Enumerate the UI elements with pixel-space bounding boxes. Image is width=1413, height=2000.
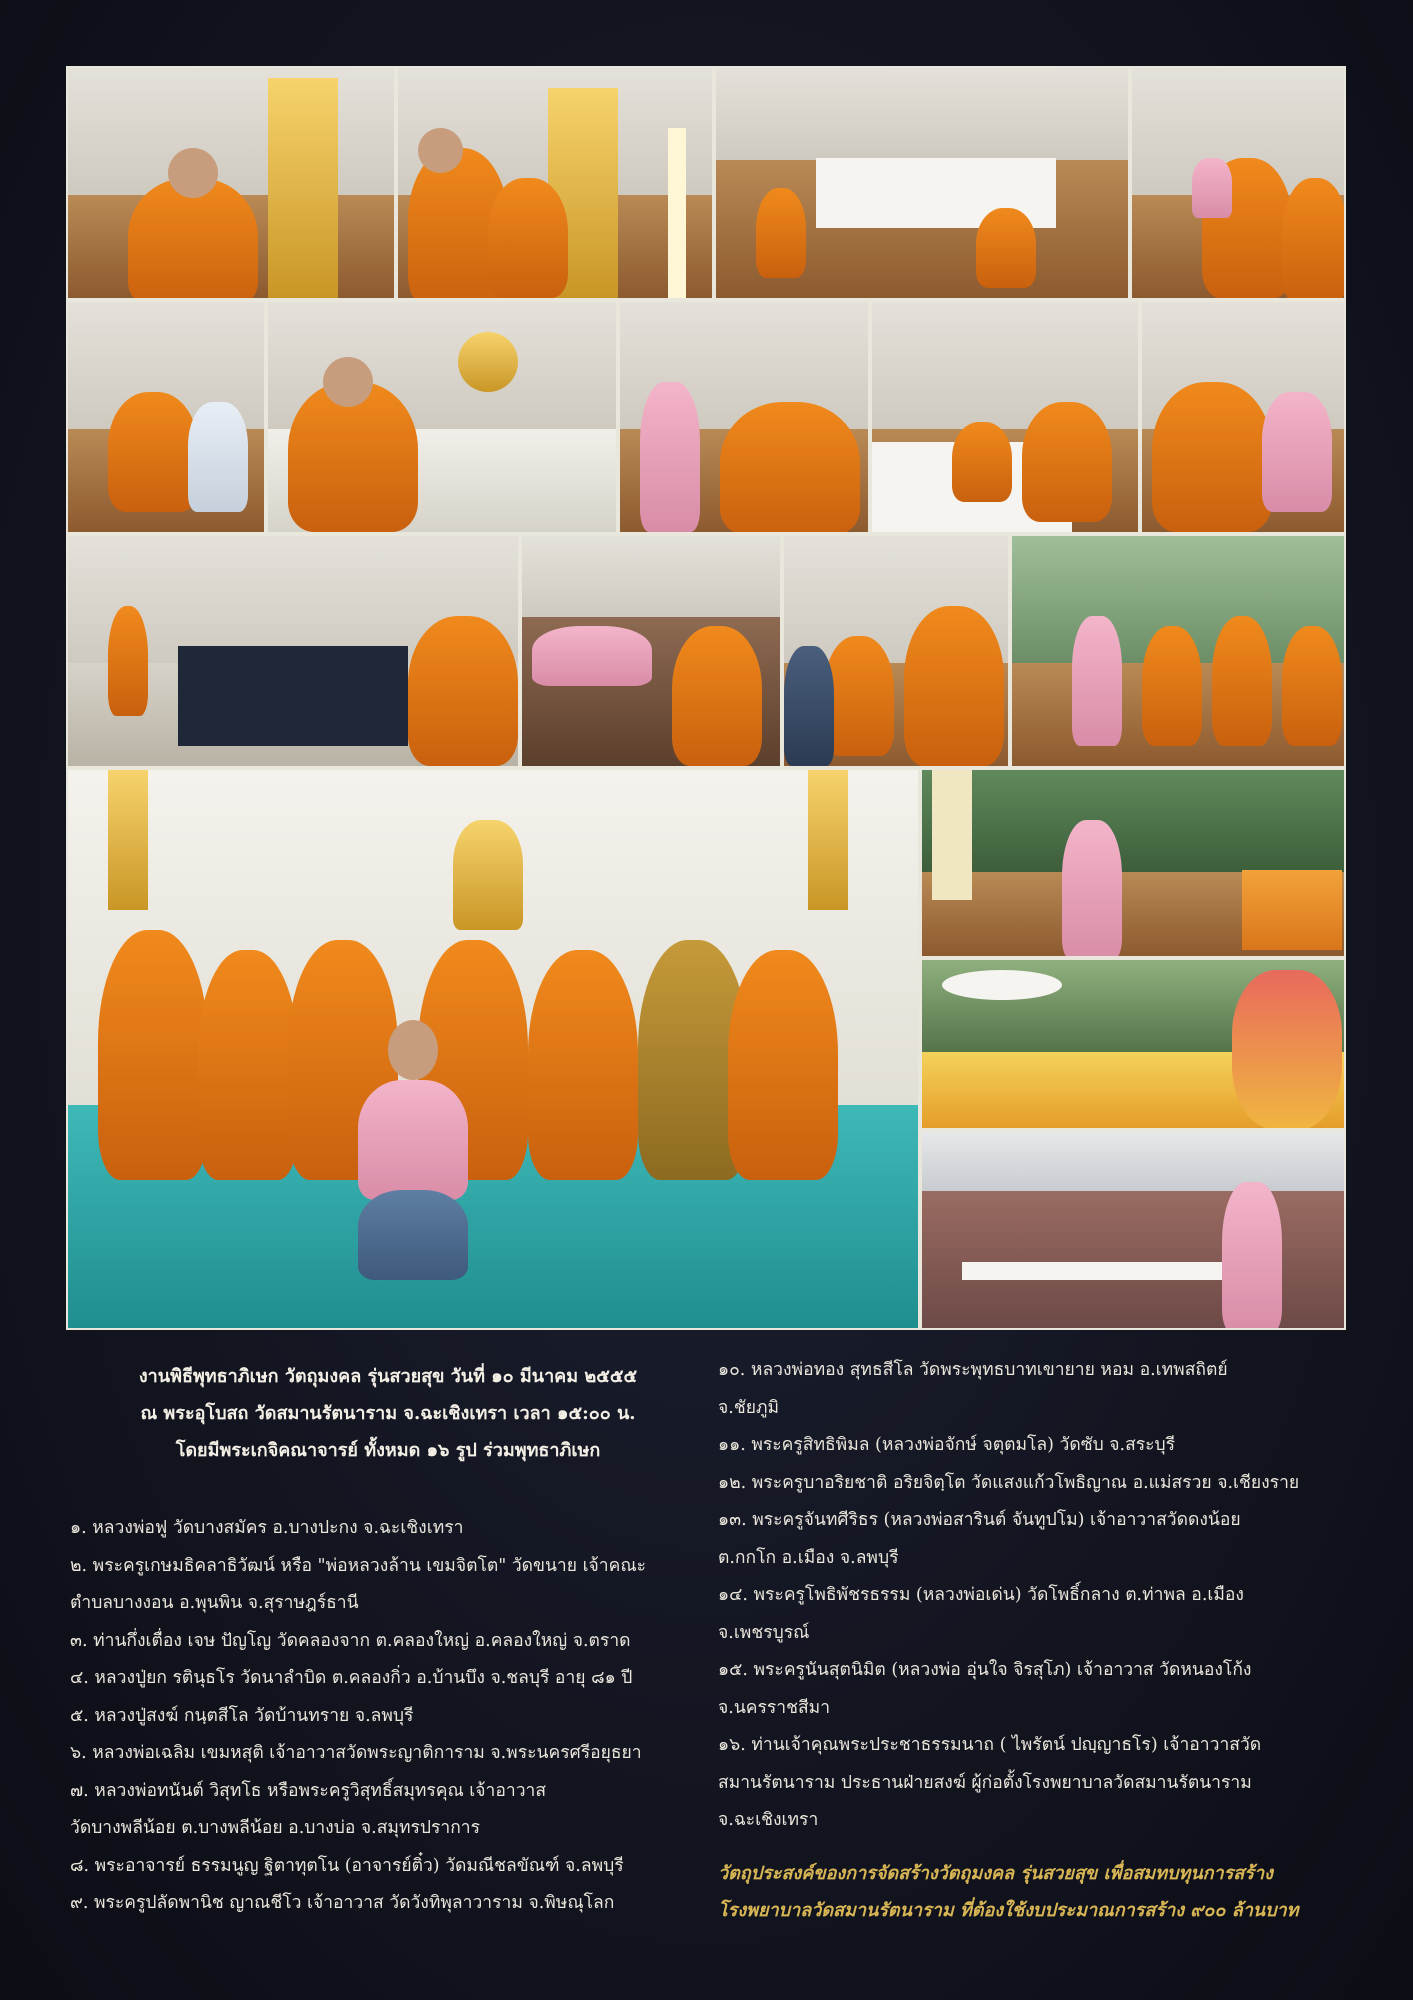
monk-list-left	[70, 1510, 702, 1923]
photo-amulet-display	[66, 534, 520, 768]
purpose-line-1: วัตถุประสงค์ของการจัดสร้างวัตถุมงคล รุ่นสวยสุข เพื่อสมทบทุนการสร้าง	[718, 1863, 1273, 1884]
photo-monks-seated-row	[1010, 534, 1346, 768]
list-item: ๖. หลวงพ่อเฉลิม เขมหสุติ เจ้าอาวาสวัดพระญาติการาม จ.พระนครศรีอยุธยา	[70, 1743, 642, 1763]
list-item: ๓. ท่านกึ่งเตื่อง เจษ ปัญโญ วัดคลองจาก ต.คลองใหญ่ อ.คลองใหญ่ จ.ตราด	[70, 1630, 631, 1651]
photo-monk-handing-amulet	[618, 300, 870, 534]
photo-monk-gold-frame	[66, 66, 396, 300]
photo-monk-candle	[396, 66, 714, 300]
list-item: ๗. หลวงพ่อทนันต์ วิสุทโธ หรือพระครูวิสุทธิ์สมุทรคุณ เจ้าอาวาส	[70, 1780, 547, 1801]
list-item: ๑๐. หลวงพ่อทอง สุทธสีโล วัดพระพุทธบาทเขายาย หอม อ.เทพสถิตย์	[718, 1360, 1228, 1380]
list-item: ๙. พระครูปลัดพานิช ญาณชีโว เจ้าอาวาส วัดวังทิพุลาวาราม จ.พิษณุโลก	[70, 1893, 615, 1913]
photo-seated-monk-guest	[66, 300, 266, 534]
photo-speaker-microphone	[920, 768, 1346, 958]
event-venue: ณ พระอุโบสถ วัดสมานรัตนาราม จ.ฉะเชิงเทรา เวลา ๑๕:๐๐ น.	[140, 1403, 636, 1424]
event-title: งานพิธีพุทธาภิเษก วัตถุมงคล รุ่นสวยสุข วันที่ ๑๐ มีนาคม ๒๕๕๕	[138, 1366, 638, 1387]
list-item: ๑๖. ท่านเจ้าคุณพระประชาธรรมนาถ ( ไพรัตน์ ปญฺญาธโร) เจ้าอาวาสวัด	[718, 1735, 1262, 1755]
list-item: จ.ฉะเชิงเทรา	[718, 1810, 819, 1830]
list-item: ๑๕. พระครูนันสุตนิมิต (หลวงพ่อ อุ่นใจ จิรสุโภ) เจ้าอาวาส วัดหนองโก้ง	[718, 1660, 1252, 1680]
photo-group-monks	[66, 768, 920, 1330]
photo-crowd-offering	[520, 534, 782, 768]
list-item: จ.เพชรบูรณ์	[718, 1622, 810, 1643]
photo-guest-kneeling-monk	[782, 534, 1010, 768]
list-item: ๑๓. พระครูจันทศีริธร (หลวงพ่อสารินต์ จันทูปโม) เจ้าอาวาสวัดดงน้อย	[718, 1510, 1241, 1530]
photo-hall-tables	[714, 66, 1130, 300]
list-item: ๕. หลวงปู่สงฆ์ กนฺตสีโล วัดบ้านทราย จ.ลพบุรี	[70, 1705, 414, 1726]
list-item: ตำบลบางงอน อ.พุนพิน จ.สุราษฎร์ธานี	[70, 1593, 359, 1613]
list-item: วัดบางพลีน้อย ต.บางพลีน้อย อ.บางบ่อ จ.สมุทรปราการ	[70, 1818, 481, 1838]
list-item: สมานรัตนาราม ประธานฝ่ายสงฆ์ ผู้ก่อตั้งโรงพยาบาลวัดสมานรัตนาราม	[718, 1772, 1252, 1793]
photo-monks-at-table	[870, 300, 1140, 534]
photo-monk-golden-buddha	[266, 300, 618, 534]
list-item: ๘. พระอาจารย์ ธรรมนูญ ฐิตาทุตโน (อาจารย์ติ๋ว) วัดมณีชลขัณฑ์ จ.ลพบุรี	[70, 1855, 624, 1876]
list-item: ต.กกโก อ.เมือง จ.ลพบุรี	[718, 1547, 899, 1568]
event-header	[80, 1358, 696, 1469]
photo-monks-pink-shirt	[1130, 66, 1346, 300]
list-item: ๒. พระครูเกษมธิคลาธิวัฒน์ หรือ "พ่อหลวงล้าน เขมจิตโต" วัดขนาย เจ้าคณะ	[70, 1555, 646, 1576]
purpose-line-2: โรงพยาบาลวัดสมานรัตนาราม ที่ต้องใช้งบประมาณการสร้าง ๙๐๐ ล้านบาท	[718, 1900, 1299, 1921]
monk-list-right	[718, 1352, 1358, 1840]
list-item: ๑๔. พระครูโพธิพัชรธรรม (หลวงพ่อเด่น) วัดโพธิ์กลาง ต.ท่าพล อ.เมือง	[718, 1585, 1244, 1605]
photo-fruit-offerings	[920, 958, 1346, 1130]
list-item: ๑. หลวงพ่อฟู วัดบางสมัคร อ.บางปะกง จ.ฉะเชิงเทรา	[70, 1518, 464, 1538]
photo-outdoor-crowd	[920, 1130, 1346, 1330]
list-item: ๔. หลวงปู่ยก รตินุธโร วัดนาลำบิด ต.คลองกิ่ว อ.บ้านบึง จ.ชลบุรี อายุ ๘๑ ปี	[70, 1668, 633, 1688]
purpose-note	[718, 1855, 1358, 1929]
event-participants: โดยมีพระเกจิคณาจารย์ ทั้งหมด ๑๖ รูป ร่วมพุทธาภิเษก	[175, 1440, 601, 1461]
list-item: ๑๑. พระครูสิทธิพิมล (หลวงพ่อจักษ์ จตุตมโล) วัดซับ จ.สระบุรี	[718, 1435, 1176, 1455]
list-item: จ.นครราชสีมา	[718, 1697, 831, 1718]
photo-monk-blessing-guest	[1140, 300, 1346, 534]
list-item: จ.ชัยภูมิ	[718, 1397, 780, 1418]
list-item: ๑๒. พระครูบาอริยชาติ อริยจิตฺโต วัดแสงแก้วโพธิญาณ อ.แม่สรวย จ.เชียงราย	[718, 1472, 1300, 1493]
